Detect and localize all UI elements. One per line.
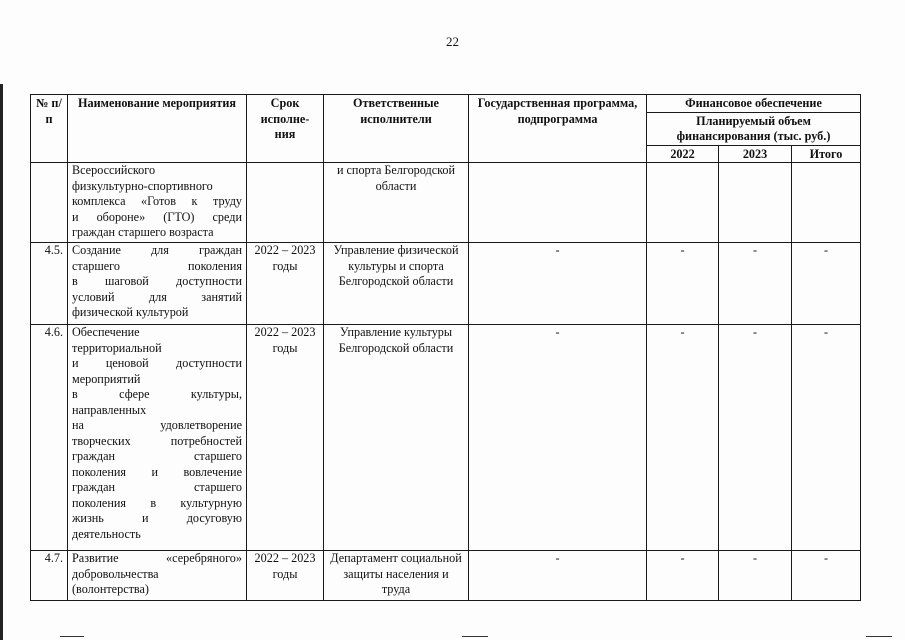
header-finance bbox=[647, 95, 861, 113]
row-2023: - bbox=[719, 551, 792, 601]
row-num bbox=[31, 163, 68, 243]
name-line: Создание для граждан bbox=[72, 243, 242, 257]
table-row bbox=[31, 551, 861, 601]
header-program-text: Государственная программа, подпрограмма bbox=[477, 96, 638, 126]
name-line: граждан старшего bbox=[72, 480, 242, 494]
name-line: Всероссийского bbox=[72, 163, 156, 177]
name-line: граждан старшего возраста bbox=[72, 225, 214, 239]
header-responsible-text: Ответственные исполнители bbox=[353, 96, 439, 126]
row-program: - bbox=[469, 243, 647, 325]
name-line: старшего поколения bbox=[72, 258, 242, 273]
row-2023 bbox=[719, 163, 792, 243]
table-header bbox=[31, 95, 861, 163]
name-line: творческих потребностей bbox=[72, 433, 242, 448]
row-name bbox=[68, 325, 247, 551]
name-line: в сфере культуры, bbox=[72, 387, 242, 401]
row-total: - bbox=[792, 243, 861, 325]
header-year-2022-text: 2022 bbox=[670, 146, 695, 161]
name-line: Обеспечение bbox=[72, 325, 140, 339]
row-name bbox=[68, 551, 247, 601]
name-line: направленных bbox=[72, 402, 147, 417]
row-2022: - bbox=[647, 551, 719, 601]
row-term bbox=[247, 163, 324, 243]
row-total: - bbox=[792, 551, 861, 601]
row-2022: - bbox=[647, 243, 719, 325]
row-program bbox=[469, 163, 647, 243]
name-line: жизнь и досуговую bbox=[72, 511, 242, 525]
header-name-text: Наименование мероприятия bbox=[78, 96, 236, 110]
header-total bbox=[792, 145, 861, 163]
table-row bbox=[31, 325, 861, 551]
table-row bbox=[31, 243, 861, 325]
row-responsible: Управление культуры Белгородской области bbox=[324, 325, 469, 551]
row-total bbox=[792, 163, 861, 243]
row-name bbox=[68, 163, 247, 243]
header-planned-text: Планируемый объем финансирования (тыс. руб.) bbox=[676, 113, 831, 143]
header-num-text: № п/п bbox=[36, 96, 62, 126]
header-term bbox=[247, 95, 324, 163]
header-planned bbox=[647, 112, 861, 145]
name-line: и ценовой доступности bbox=[72, 356, 242, 370]
name-line: территориальной bbox=[72, 340, 162, 355]
row-responsible: и спорта Белгородской области bbox=[324, 163, 469, 243]
header-finance-text: Финансовое обеспечение bbox=[685, 96, 822, 110]
activities-table bbox=[30, 94, 861, 601]
name-line: в шаговой доступности bbox=[72, 274, 242, 288]
header-responsible bbox=[324, 95, 469, 163]
name-line: деятельность bbox=[72, 526, 141, 541]
name-line: мероприятий bbox=[72, 371, 141, 386]
name-line: (волонтерства) bbox=[72, 582, 149, 596]
table-row bbox=[31, 163, 861, 243]
row-responsible: Управление физической культуры и спорта Белгородской области bbox=[324, 243, 469, 325]
header-name bbox=[68, 95, 247, 163]
page-number: 22 bbox=[446, 34, 459, 49]
name-line: физкультурно-спортивного bbox=[72, 178, 213, 193]
name-line: на удовлетворение bbox=[72, 418, 242, 432]
header-term-text: Срок исполне-ния bbox=[260, 96, 310, 141]
row-num: 4.5. bbox=[31, 243, 68, 325]
row-2023: - bbox=[719, 243, 792, 325]
header-num bbox=[31, 95, 68, 163]
header-year-2023 bbox=[719, 145, 792, 163]
table-body bbox=[31, 163, 861, 601]
row-responsible: Департамент социальной защиты населения и труда bbox=[324, 551, 469, 601]
row-term: 2022 – 2023 годы bbox=[247, 243, 324, 325]
name-line: поколения в культурную bbox=[72, 495, 242, 510]
scan-edge-line bbox=[0, 84, 3, 640]
row-2022: - bbox=[647, 325, 719, 551]
row-name bbox=[68, 243, 247, 325]
scan-artifact-line bbox=[60, 636, 84, 637]
row-num: 4.6. bbox=[31, 325, 68, 551]
header-total-text: Итого bbox=[809, 146, 843, 161]
name-line: добровольчества bbox=[72, 566, 159, 581]
name-line: граждан старшего bbox=[72, 449, 242, 463]
name-line: Развитие «серебряного» bbox=[72, 551, 242, 565]
scan-artifact-line bbox=[462, 636, 488, 637]
row-num: 4.7. bbox=[31, 551, 68, 601]
name-line: и обороне» (ГТО) среди bbox=[72, 209, 242, 224]
name-line: поколения и вовлечение bbox=[72, 464, 242, 479]
row-2023: - bbox=[719, 325, 792, 551]
scan-artifact-line bbox=[866, 636, 892, 637]
row-term: 2022 – 2023 годы bbox=[247, 551, 324, 601]
header-year-2023-text: 2023 bbox=[742, 146, 768, 161]
header-year-2022 bbox=[647, 145, 719, 163]
name-line: комплекса «Готов к труду bbox=[72, 194, 242, 208]
row-program: - bbox=[469, 325, 647, 551]
row-term: 2022 – 2023 годы bbox=[247, 325, 324, 551]
row-total: - bbox=[792, 325, 861, 551]
row-program: - bbox=[469, 551, 647, 601]
name-line: условий для занятий bbox=[72, 289, 242, 304]
header-program bbox=[469, 95, 647, 163]
name-line: физической культурой bbox=[72, 305, 189, 319]
row-2022 bbox=[647, 163, 719, 243]
